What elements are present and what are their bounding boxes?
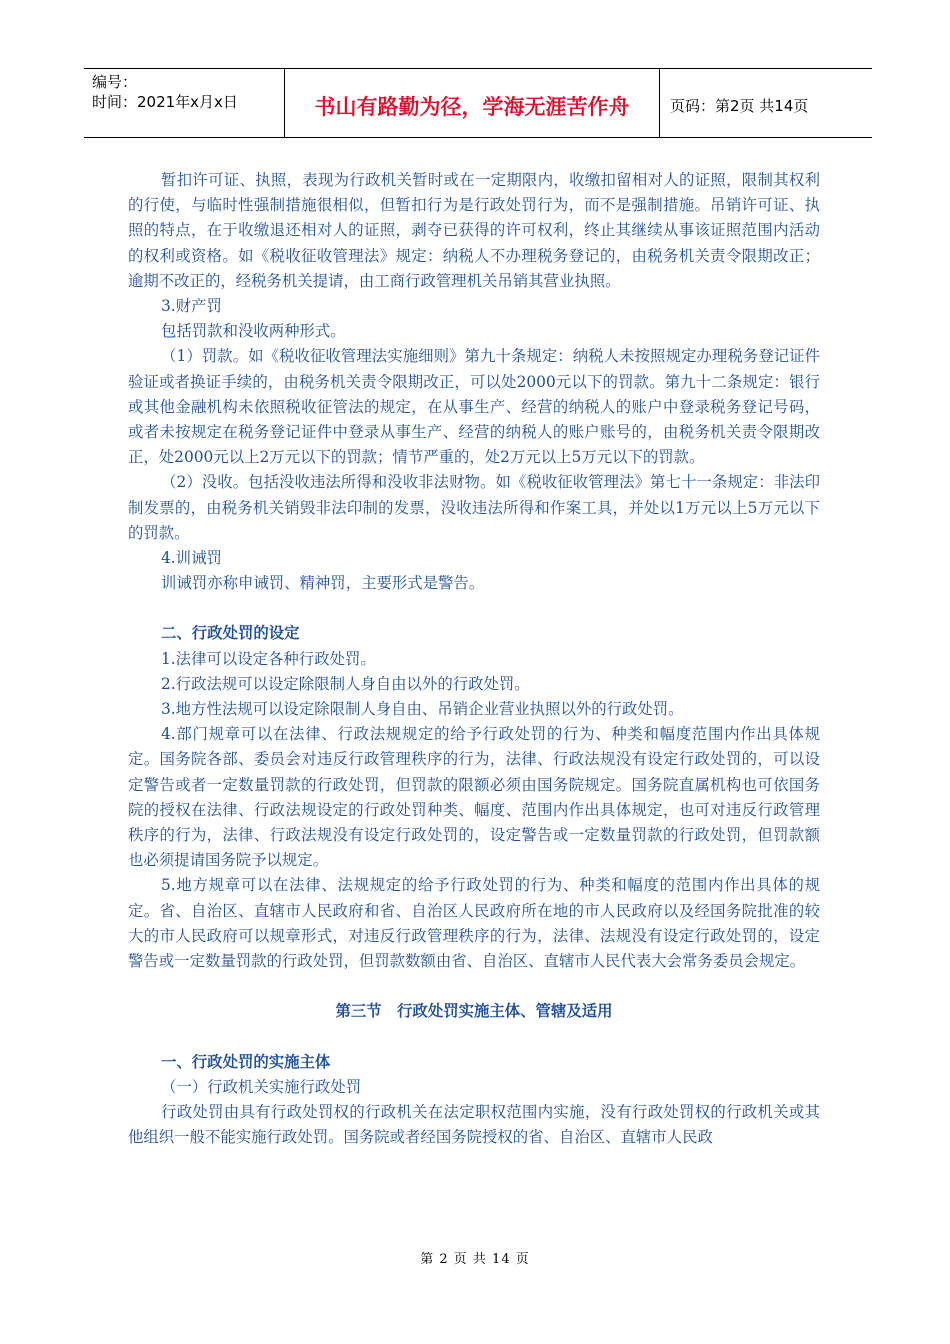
subheading-admin-organ: （一）行政机关实施行政处罚 [161, 1077, 362, 1096]
spacer [128, 596, 820, 621]
paragraph-property-forms: 包括罚款和没收两种形式。 [161, 322, 346, 341]
header-motto-cell [284, 69, 660, 137]
document-number-label: 编号： [92, 73, 138, 91]
paragraph-admin-organ: 行政处罚由具有行政处罚权的行政机关在法定职权范围内实施，没有行政处罚权的行政机关或其他组织一般不能实施行政处罚。国务院或者经国务院授权的省、自治区、直辖市人民政 [128, 1102, 820, 1147]
document-body [128, 168, 820, 1150]
setting-item-3: 3.地方性法规可以设定除限制人身自由、吊销企业营业执照以外的行政处罚。 [161, 700, 684, 719]
section-3-title: 第三节 行政处罚实施主体、管辖及适用 [335, 1002, 613, 1021]
page-header-table [84, 68, 872, 138]
page-footer: 第 2 页 共 14 页 [420, 1252, 530, 1267]
setting-item-2: 2.行政法规可以设定除限制人身自由以外的行政处罚。 [161, 674, 530, 693]
paragraph-suspend-revoke: 暂扣许可证、执照，表现为行政机关暂时或在一定期限内，收缴扣留相对人的证照，限制其权利的行使，与临时性强制措施很相似，但暂扣行为是行政处罚行为，而不是强制措施。吊销许可证、执照的特点，在于收缴退还相对人的证照，剥夺已获得的许可权利，终止其继续从事该证照范围内活动的权利或资格。如《税收征收管理法》规定：纳税人不办理税务登记的，由税务机关责令限期改正；逾期不改正的，经税务机关提请，由工商行政管理机关吊销其营业执照。 [128, 171, 820, 290]
header-page-number: 页码：第2页 共14页 [670, 97, 809, 115]
header-motto: 书山有路勤为径，学海无涯苦作舟 [314, 95, 630, 119]
document-date-label: 时间：2021年x月x日 [92, 93, 238, 111]
header-meta-cell [84, 69, 284, 137]
paragraph-confiscation: （2）没收。包括没收违法所得和没收非法财物。如《税收征收管理法》第七十一条规定：非法印制发票的，由税务机关销毁非法印制的发票，没收违法所得和作案工具，并处以1万元以上5万元以下的罚款。 [128, 473, 820, 542]
paragraph-admonition: 训诫罚亦称申诫罚、精神罚，主要形式是警告。 [161, 574, 485, 593]
heading-implementing-subject: 一、行政处罚的实施主体 [161, 1052, 331, 1071]
paragraph-fines: （1）罚款。如《税收征收管理法实施细则》第九十条规定：纳税人未按照规定办理税务登记证件验证或者换证手续的，由税务机关责令限期改正，可以处2000元以下的罚款。第九十二条规定：银行或其他金融机构未依照税收征管法的规定，在从事生产、经营的纳税人的账户中登录税务登记号码，或者未按规定在税务登记证件中登录从事生产、经营的纳税人的账户账号的，由税务机关责令限期改正，处2000元以上2万元以下的罚款；情节严重的，处2万元以上5万元以下的罚款。 [128, 347, 820, 467]
setting-item-4: 4.部门规章可以在法律、行政法规规定的给予行政处罚的行为、种类和幅度范围内作出具体规定。国务院各部、委员会对违反行政管理秩序的行为，法律、行政法规没有设定行政处罚的，可以设定警告或者一定数量罚款的行政处罚，但罚款的限额必须由国务院规定。国务院直属机构也可依国务院的授权在法律、行政法规设定的行政处罚种类、幅度、范围内作出具体规定，也可对违反行政管理秩序的行为，法律、行政法规没有设定行政处罚的，设定警告或一定数量罚款的行政处罚，但罚款额也必须提请国务院予以规定。 [128, 725, 820, 870]
setting-item-1: 1.法律可以设定各种行政处罚。 [161, 649, 376, 668]
setting-item-5: 5.地方规章可以在法律、法规规定的给予行政处罚的行为、种类和幅度的范围内作出具体的规定。省、自治区、直辖市人民政府和省、自治区人民政府所在地的市人民政府以及经国务院批准的较大的市人民政府可以规章形式，对违反行政管理秩序的行为，法律、法规没有设定行政处罚的，设定警告或一定数量罚款的行政处罚，但罚款数额由省、自治区、直辖市人民代表大会常务委员会规定。 [128, 876, 820, 971]
spacer [128, 1025, 820, 1050]
spacer [128, 974, 820, 999]
item-admonition-penalty: 4.训诫罚 [161, 549, 222, 568]
item-property-penalty: 3.财产罚 [161, 297, 222, 316]
header-page-cell [660, 69, 872, 137]
heading-penalty-setting: 二、行政处罚的设定 [161, 624, 300, 643]
